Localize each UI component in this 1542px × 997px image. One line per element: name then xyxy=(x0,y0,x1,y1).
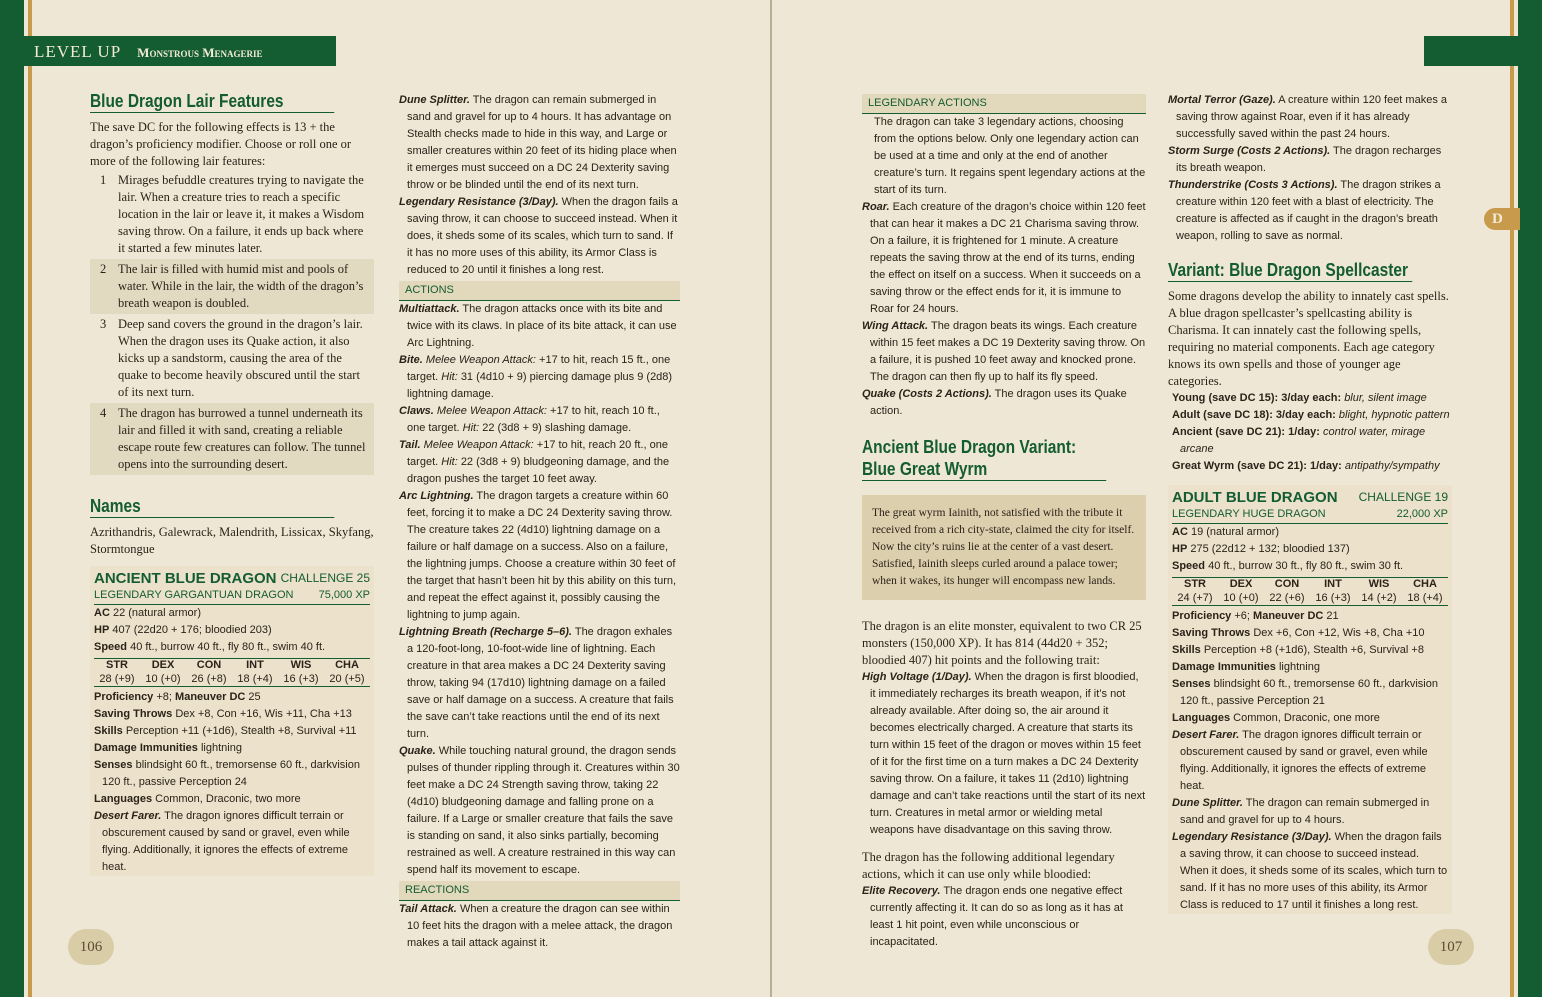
lair-heading: Blue Dragon Lair Features xyxy=(90,90,334,113)
legendary-storm-surge: Storm Surge (Costs 2 Actions). The dragon recharges its breath weapon. xyxy=(1168,145,1442,174)
trait-legendary-resistance: Legendary Resistance (3/Day). When the dragon fails a saving throw, it can choose to succeed instead. When it does, it sheds some of its scales, which turn to sand. If it has no more uses of this ability, its Armor Class is reduced to 20 until it finishes a long rest. xyxy=(399,196,678,276)
right-gold-frame xyxy=(1510,0,1514,997)
left-column-2 xyxy=(399,92,680,952)
statblock-name: ANCIENT BLUE DRAGON CHALLENGE 25 xyxy=(94,570,370,587)
right-green-border xyxy=(1518,0,1542,997)
stat-speed: Speed 40 ft., burrow 40 ft., fly 80 ft., swim 40 ft. xyxy=(94,641,326,653)
right-column-2 xyxy=(1168,92,1452,914)
lair-item: 3 Deep sand covers the ground in the dragon’s lair. When the dragon uses its Quake action, it also kicks up a sandstorm, causing the area of the quake to become heavily obscured until the start of its next turn. xyxy=(100,317,363,399)
legendary-roar: Roar. Each creature of the dragon’s choice within 120 feet that can hear it makes a DC 21 Charisma saving throw. On a failure, it is frightened for 1 minute. A creature repeats the saving throw at the end of its turns, ending the effect on itself on a success. When it succeeds on a saving throw or the effect ends for it, it is immune to Roar for 24 hours. xyxy=(862,201,1146,315)
left-page xyxy=(0,0,770,997)
trait-high-voltage: High Voltage (1/Day). When the dragon is first bloodied, it immediately recharges its breath weapon, if it’s not already available. After doing so, the air around it becomes electrically charged. A creature that starts its turn within 15 feet of the dragon or moves within 15 feet of it for the first time on a turn makes a DC 24 Dexterity saving throw. On a failure, it takes 11 (2d10) lightning damage and can’t take reactions until the start of its next turn. Creatures in metal armor or wielding metal weapons have disadvantage on this saving throw. xyxy=(862,671,1146,836)
page-number-left: 106 xyxy=(68,929,114,965)
stat-hp: HP 407 (22d20 + 176; bloodied 203) xyxy=(94,624,272,636)
names-text: Azrithandris, Galewrack, Malendrith, Lissicax, Skyfang, Stormtongue xyxy=(90,525,374,556)
lair-item: 4 The dragon has burrowed a tunnel underneath its lair and filled it with sand, creating a reliable escape route few creatures can follow. The tunnel opens into the surrounding desert. xyxy=(90,403,374,475)
spells-young: Young (save DC 15): 3/day each: blur, silent image xyxy=(1172,392,1427,404)
additional-legendary-intro: The dragon has the following additional legendary actions, which it can use only while bloodied: xyxy=(862,850,1115,881)
stat-immunities: Damage Immunities lightning xyxy=(1172,661,1320,673)
spellcaster-intro: Some dragons develop the ability to innately cast spells. A blue dragon spellcaster’s spellcasting ability is Charisma. It can innately cast the following spells, requiring no material components. Each age category knows its own spells and those of younger age categories. xyxy=(1168,289,1449,388)
legendary-mortal-terror: Mortal Terror (Gaze). A creature within 120 feet makes a saving throw against Roar, even if it has already successfully saved within the past 24 hours. xyxy=(1168,94,1447,140)
legendary-intro: The dragon can take 3 legendary actions, choosing from the options below. Only one legendary action can be used at a time and only at the end of another creature’s turn. It regains spent legendary actions at the start of its turn. xyxy=(874,116,1146,196)
stat-ac: AC 22 (natural armor) xyxy=(94,607,201,619)
action-arc-lightning: Arc Lightning. The dragon targets a creature within 60 feet, forcing it to make a DC 24 Dexterity saving throw. The creature takes 22 (4d10) lightning damage on a failure or half damage on a success. Also on a failure, the lightning jumps. Choose a creature within 30 feet of the target that hasn’t been hit by this ability on this turn, and repeat the effect against it, possibly causing the lightning to jump again. xyxy=(399,490,677,621)
stat-saves: Saving Throws Dex +6, Con +12, Wis +8, Cha +10 xyxy=(1172,627,1425,639)
stat-senses: Senses blindsight 60 ft., tremorsense 60 ft., darkvision 120 ft., passive Perception 21 xyxy=(1172,678,1438,707)
action-claws: Claws. Melee Weapon Attack: +17 to hit, reach 10 ft., one target. Hit: 22 (3d8 + 9) slashing damage. xyxy=(399,405,660,434)
left-gold-frame xyxy=(28,0,32,997)
stat-languages: Languages Common, Draconic, one more xyxy=(1172,712,1380,724)
right-page xyxy=(772,0,1542,997)
stat-skills: Skills Perception +8 (+1d6), Stealth +6, Survival +8 xyxy=(1172,644,1424,656)
ability-table: STR DEX CON INT WIS CHA 24 (+7) 10 (+0) 22 (+6) 16 (+3) 14 (+2) 18 (+4) xyxy=(1172,577,1448,606)
statblock-name: ADULT BLUE DRAGON CHALLENGE 19 xyxy=(1172,489,1448,506)
reactions-heading: REACTIONS xyxy=(399,881,680,901)
reaction-tail-attack: Tail Attack. When a creature the dragon can see within 10 feet hits the dragon with a melee attack, the dragon makes a tail attack against it. xyxy=(399,903,673,949)
left-green-border xyxy=(0,0,24,997)
trait-dune-splitter: Dune Splitter. The dragon can remain submerged in sand and gravel for up to 4 hours. It has advantage on Stealth checks made to hide in this way, and Large or smaller creatures within 20 feet of its hiding place when it emerges must succeed on a DC 24 Dexterity saving throw or be blinded until the end of its next turn. xyxy=(399,94,677,191)
statblock-type: LEGENDARY GARGANTUAN DRAGON 75,000 XP xyxy=(94,587,370,605)
page-header xyxy=(24,36,336,66)
names-heading: Names xyxy=(90,495,334,518)
spells-adult: Adult (save DC 18): 3/day each: blight, hypnotic pattern xyxy=(1172,409,1450,421)
lair-item: 1 Mirages befuddle creatures trying to navigate the lair. When a creature tries to reach a specific location in the lair or leave it, it makes a Wisdom saving throw. On a failure, it ends up back where it started a few minutes later. xyxy=(100,173,365,255)
page-number-right: 107 xyxy=(1428,929,1474,965)
legendary-quake: Quake (Costs 2 Actions). The dragon uses its Quake action. xyxy=(862,388,1127,417)
lair-intro: The save DC for the following effects is 13 + the dragon’s proficiency modifier. Choose or roll one or more of the following lair features: xyxy=(90,120,352,168)
stat-ac: AC 19 (natural armor) xyxy=(1172,526,1279,538)
actions-heading: ACTIONS xyxy=(399,281,680,301)
trait-legendary-resistance: Legendary Resistance (3/Day). When the dragon fails a saving throw, it can choose to succeed instead. When it does, it sheds some of its scales, which turn to sand. If it has no more uses of this ability, its Armor Class is reduced to 17 until it finishes a long rest. xyxy=(1172,831,1448,911)
stat-prof: Proficiency +8; Maneuver DC 25 xyxy=(94,691,261,703)
stat-speed: Speed 40 ft., burrow 30 ft., fly 80 ft., swim 30 ft. xyxy=(1172,560,1404,572)
variant-heading-2: Blue Great Wyrm xyxy=(862,458,1106,481)
header-brand: LEVEL UP xyxy=(34,42,122,61)
stat-saves: Saving Throws Dex +8, Con +16, Wis +11, Cha +13 xyxy=(94,708,352,720)
trait-desert-farer: Desert Farer. The dragon ignores difficult terrain or obscurement caused by sand or gravel, even while flying. Additionally, it ignores the effects of extreme heat. xyxy=(94,810,350,873)
adult-statblock xyxy=(1168,485,1452,914)
left-column-1 xyxy=(90,90,374,876)
action-multiattack: Multiattack. The dragon attacks once with its bite and twice with its claws. In place of its bite attack, it can use Arc Lightning. xyxy=(399,303,677,349)
ability-table: STR DEX CON INT WIS CHA 28 (+9) 10 (+0) 26 (+8) 18 (+4) 16 (+3) 20 (+5) xyxy=(94,658,370,687)
stat-prof: Proficiency +6; Maneuver DC 21 xyxy=(1172,610,1339,622)
stat-hp: HP 275 (22d12 + 132; bloodied 137) xyxy=(1172,543,1350,555)
action-quake: Quake. While touching natural ground, the dragon sends pulses of thunder rippling through it. Creatures within 30 feet make a DC 24 Strength saving throw, taking 22 (4d10) bludgeoning damage and falling prone on a failure. If a Large or smaller creature that fails the save is standing on sand, it also sinks partially, becoming restrained as well. A creature restrained in this way can spend half its movement to escape. xyxy=(399,745,680,876)
lair-item: 2 The lair is filled with humid mist and pools of water. While in the lair, the width of the dragon’s breath weapon is doubled. xyxy=(90,259,374,314)
variant-heading-1: Ancient Blue Dragon Variant: xyxy=(862,437,1077,457)
chapter-tab[interactable]: D xyxy=(1484,208,1520,230)
spells-ancient: Ancient (save DC 21): 1/day: control water, mirage arcane xyxy=(1172,426,1426,455)
lair-list xyxy=(90,170,374,475)
spells-great-wyrm: Great Wyrm (save DC 21): 1/day: antipathy/sympathy xyxy=(1172,460,1440,472)
ancient-statblock xyxy=(90,566,374,876)
stat-senses: Senses blindsight 60 ft., tremorsense 60 ft., darkvision 120 ft., passive Perception 24 xyxy=(94,759,360,788)
legendary-wing-attack: Wing Attack. The dragon beats its wings. Each creature within 15 feet makes a DC 19 Dexterity saving throw. On a failure, it is pushed 10 feet away and knocked prone. The dragon can then fly up to half its fly speed. xyxy=(862,320,1146,383)
trait-desert-farer: Desert Farer. The dragon ignores difficult terrain or obscurement caused by sand or gravel, even while flying. Additionally, it ignores the effects of extreme heat. xyxy=(1172,729,1428,792)
header-band-right xyxy=(1424,36,1518,66)
legendary-thunderstrike: Thunderstrike (Costs 3 Actions). The dragon strikes a creature within 120 feet with a blast of electricity. The creature is affected as if caught in the dragon’s breath weapon, rolling to save as normal. xyxy=(1168,179,1441,242)
right-column-1 xyxy=(862,92,1146,951)
action-tail: Tail. Melee Weapon Attack: +17 to hit, reach 20 ft., one target. Hit: 22 (3d8 + 9) bludgeoning damage, and the dragon pushes the target 10 feet away. xyxy=(399,439,670,485)
statblock-type: LEGENDARY HUGE DRAGON 22,000 XP xyxy=(1172,506,1448,524)
lore-quote: The great wyrm Iainith, not satisfied with the tribute it received from a rich city-state, claimed the city for itself. Now the city’s ruins lie at the center of a vast desert. Satisfied, Iainith sleeps curled around a palace tower; when it wakes, its hunger will encompass new lands. xyxy=(862,495,1146,600)
legendary-actions-heading: LEGENDARY ACTIONS xyxy=(862,94,1146,114)
action-bite: Bite. Melee Weapon Attack: +17 to hit, reach 15 ft., one target. Hit: 31 (4d10 + 9) piercing damage plus 9 (2d8) lightning damage. xyxy=(399,354,673,400)
header-title: Monstrous Menagerie xyxy=(137,45,263,60)
trait-dune-splitter: Dune Splitter. The dragon can remain submerged in sand and gravel for up to 4 hours. xyxy=(1172,797,1430,826)
stat-skills: Skills Perception +11 (+1d6), Stealth +8, Survival +11 xyxy=(94,725,357,737)
elite-intro: The dragon is an elite monster, equivalent to two CR 25 monsters (150,000 XP). It has 814 (44d20 + 352; bloodied 407) hit points and the following trait: xyxy=(862,619,1142,667)
stat-immunities: Damage Immunities lightning xyxy=(94,742,242,754)
spellcaster-heading: Variant: Blue Dragon Spellcaster xyxy=(1168,259,1412,282)
stat-languages: Languages Common, Draconic, two more xyxy=(94,793,301,805)
legendary-elite-recovery: Elite Recovery. The dragon ends one negative effect currently affecting it. It can do so as long as it has at least 1 hit point, even while unconscious or incapacitated. xyxy=(862,885,1123,948)
action-lightning-breath: Lightning Breath (Recharge 5–6). The dragon exhales a 120-foot-long, 10-foot-wide line of lightning. Each creature in that area makes a DC 24 Dexterity saving throw, taking 94 (17d10) lightning damage on a failed save or half damage on a success. A creature that fails the save can’t take reactions until the end of its next turn. xyxy=(399,626,674,740)
